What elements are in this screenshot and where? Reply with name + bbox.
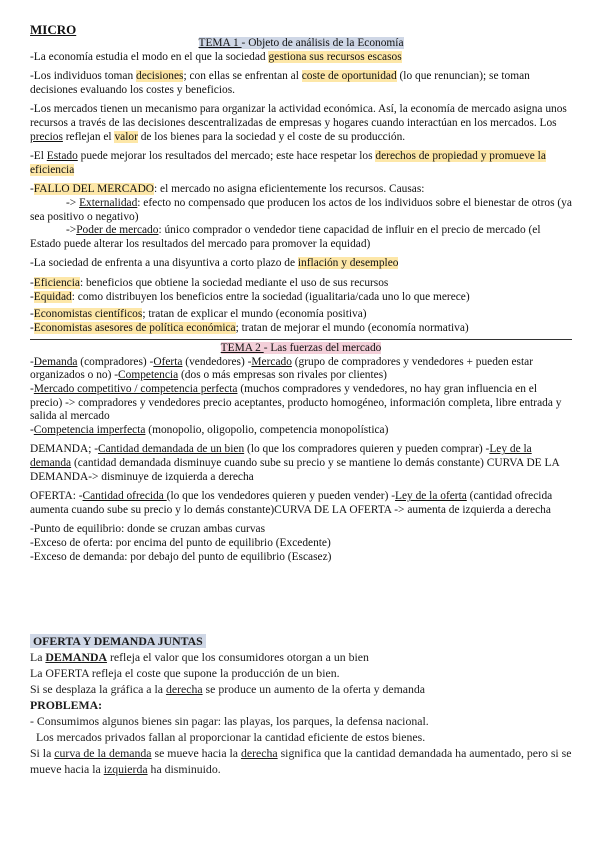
paragraph: -Economistas asesores de política económica; tratan de mejorar el mundo (economía normativa) [30, 321, 469, 334]
paragraph: -El Estado puede mejorar los resultados del mercado; este hace respetar los derechos de propiedad y promueve la eficiencia [30, 150, 546, 176]
notes-page [30, 22, 572, 564]
paragraph: -Los individuos toman decisiones; con ellas se enfrentan al coste de oportunidad (lo que renuncian); se toman decisiones evaluando los costes y beneficios. [30, 70, 530, 96]
pasted-textbook-excerpt [30, 633, 575, 777]
paragraph: - Consumimos algunos bienes sin pagar: las playas, los parques, la defensa nacional. [30, 714, 429, 728]
paragraph: OFERTA: -Cantidad ofrecida (lo que los vendedores quieren y pueden vender) -Ley de la oferta (cantidad ofrecida aumenta cuando sube su precio y lo demás constante)CURVA DE LA OFERTA -> aumenta de izquierda a derecha [30, 490, 553, 516]
list-item: -Exceso de oferta: por encima del punto de equilibrio (Excedente) [30, 537, 331, 549]
tema2-heading: TEMA 2 - Las fuerzas del mercado [220, 342, 382, 355]
paragraph: -> Externalidad: efecto no compensado que producen los actos de los individuos sobre el bienestar de otros (ya sea positivo o negativo) [30, 196, 572, 223]
tema1-heading: TEMA 1 - Objeto de análisis de la Economía [198, 37, 404, 49]
paragraph: -La economía estudia el modo en el que la sociedad gestiona sus recursos escasos [30, 50, 402, 63]
paragraph: Si se desplaza la gráfica a la derecha se produce un aumento de la oferta y demanda [30, 682, 426, 696]
paragraph: -Demanda (compradores) -Oferta (vendedores) -Mercado (grupo de compradores y vendedores + pueden estar organizados o no) -Competencia (dos o más empresas son rivales por clientes) [30, 355, 534, 382]
paragraph: La OFERTA refleja el coste que supone la producción de un bien. [30, 666, 340, 680]
paragraph: -Economistas científicos; tratan de explicar el mundo (economía positiva) [30, 308, 367, 321]
list-item: -Punto de equilibrio: donde se cruzan ambas curvas [30, 523, 266, 536]
paragraph: Si la curva de la demanda se mueve hacia la derecha significa que la cantidad demandada ha aumentado, pero si se mueve hacia la izquierda ha disminuido. [30, 746, 572, 776]
problem-heading: PROBLEMA: [30, 698, 103, 712]
paragraph: -Mercado competitivo / competencia perfecta (muchos compradores y vendedores, no hay gran influencia en el precio) -> compradores y vendedores precio aceptantes, producto homogéneo, información completa, libre entrada y salida al mercado [30, 383, 562, 423]
excerpt-title: OFERTA Y DEMANDA JUNTAS [30, 634, 206, 648]
paragraph: -Eficiencia: beneficios que obtiene la sociedad mediante el uso de sus recursos [30, 276, 389, 289]
doc-title: MICRO [30, 22, 77, 37]
paragraph: -FALLO DEL MERCADO: el mercado no asigna eficientemente los recursos. Causas: [30, 183, 425, 196]
paragraph: -Los mercados tienen un mecanismo para organizar la actividad económica. Así, la economía de mercado asigna unos recursos a través de las decisiones descentralizadas de empresas y hogares cuando interactúan en los mercados. Los precios reflejan el valor de los bienes para la sociedad y el coste de su producción. [30, 103, 567, 143]
section-divider [30, 339, 572, 340]
paragraph: -La sociedad de enfrenta a una disyuntiva a corto plazo de inflación y desempleo [30, 257, 399, 270]
paragraph: Los mercados privados fallan al proporcionar la cantidad eficiente de estos bienes. [36, 730, 426, 744]
paragraph: ->Poder de mercado: único comprador o vendedor tiene capacidad de influir en el precio de mercado (el Estado puede alterar los resultados del mercado para promover la equidad) [30, 224, 541, 250]
paragraph: DEMANDA; -Cantidad demandada de un bien (lo que los compradores quieren y pueden comprar) -Ley de la demanda (cantidad demandada disminuye cuando sube su precio y se mantiene lo demás constante) CURVA DE LA DEMANDA-> disminuye de izquierda a derecha [30, 443, 560, 483]
paragraph: -Competencia imperfecta (monopolio, oligopolio, competencia monopolística) [30, 423, 389, 436]
list-item: -Exceso de demanda: por debajo del punto de equilibrio (Escasez) [30, 550, 332, 563]
paragraph: -Equidad: como distribuyen los beneficios entre la sociedad (igualitaria/cada uno lo que merece) [30, 290, 470, 303]
paragraph: La DEMANDA refleja el valor que los consumidores otorgan a un bien [30, 650, 369, 664]
